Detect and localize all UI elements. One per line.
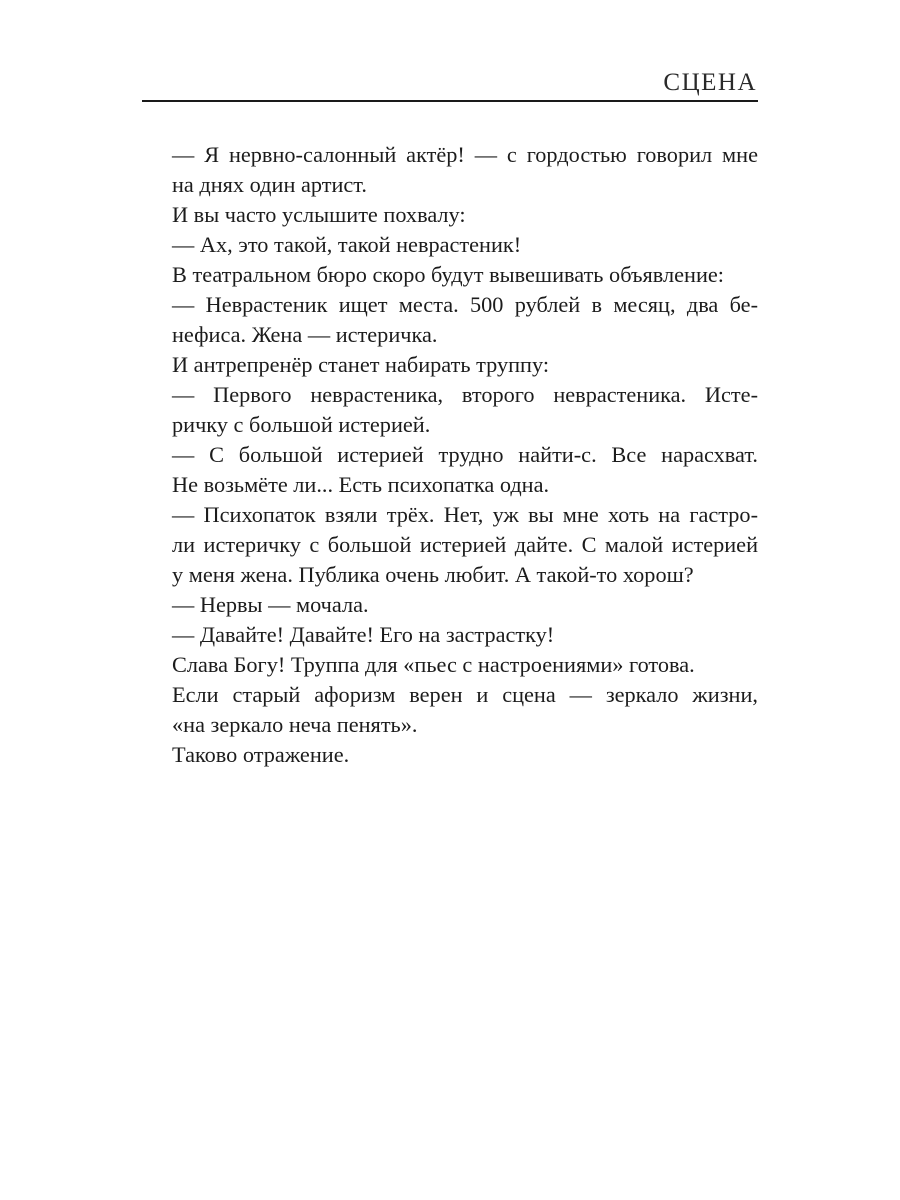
paragraph — [142, 440, 758, 500]
text-line: И антрепренёр станет набирать труппу: — [172, 352, 550, 377]
text-line: — Нервы — мочала. — [172, 592, 369, 617]
paragraph — [142, 350, 758, 380]
text-line: В театральном бюро скоро будут вывешивать объявление: — [172, 262, 724, 287]
text-line: «на зеркало неча пенять». — [172, 712, 418, 737]
text-line: Не возьмёте ли... Есть психопатка одна. — [172, 472, 550, 497]
header-rule — [142, 100, 758, 102]
paragraph — [142, 620, 758, 650]
paragraph — [142, 680, 758, 740]
text-line: — Первого неврастеника, второго неврастеника. Исте- — [172, 382, 758, 407]
text-line: И вы часто услышите похвалу: — [172, 202, 466, 227]
text-line: ричку с большой истерией. — [172, 412, 431, 437]
paragraph — [142, 140, 758, 200]
text-line: ли истеричку с большой истерией дайте. С малой истерией — [172, 532, 758, 557]
text-line: на днях один артист. — [172, 172, 367, 197]
text-line: Таково отражение. — [172, 742, 350, 767]
running-head: СЦЕНА — [663, 69, 757, 96]
paragraph — [142, 500, 758, 590]
text-line: — Давайте! Давайте! Его на застрастку! — [172, 622, 555, 647]
paragraph — [142, 200, 758, 230]
text-line: — Психопаток взяли трёх. Нет, уж вы мне хоть на гастро- — [172, 502, 758, 527]
paragraph — [142, 650, 758, 680]
text-line: — С большой истерией трудно найти-с. Все нарасхват. — [172, 442, 758, 467]
body-text — [142, 140, 758, 770]
paragraph — [142, 740, 758, 770]
text-line: — Неврастеник ищет места. 500 рублей в месяц, два бе- — [172, 292, 758, 317]
paragraph — [142, 230, 758, 260]
text-line: Если старый афоризм верен и сцена — зеркало жизни, — [172, 682, 758, 707]
text-line: — Ах, это такой, такой неврастеник! — [172, 232, 522, 257]
paragraph — [142, 380, 758, 440]
text-line: Слава Богу! Труппа для «пьес с настроениями» готова. — [172, 652, 695, 677]
text-line: нефиса. Жена — истеричка. — [172, 322, 438, 347]
paragraph — [142, 260, 758, 290]
paragraph — [142, 590, 758, 620]
paragraph — [142, 290, 758, 350]
text-line: у меня жена. Публика очень любит. А такой-то хорош? — [172, 562, 694, 587]
text-line: — Я нервно-салонный актёр! — с гордостью говорил мне — [172, 142, 758, 167]
